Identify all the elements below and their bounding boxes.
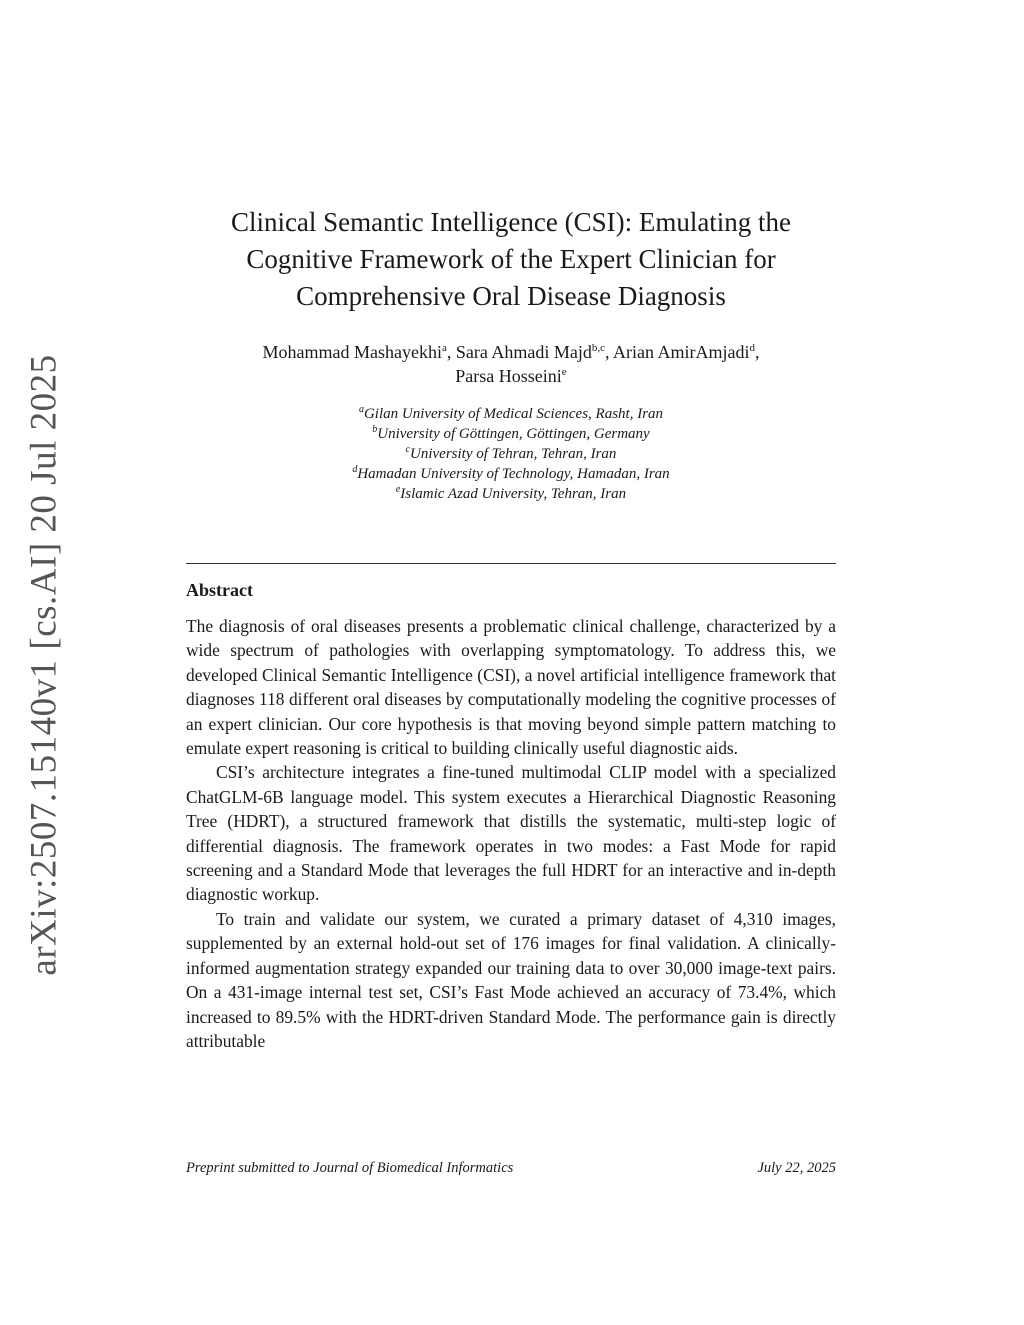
abstract-divider [186, 563, 836, 564]
author-name: Mohammad Mashayekhi [262, 342, 442, 362]
affiliation [186, 404, 836, 424]
author-name: Sara Ahmadi Majd [455, 342, 592, 362]
abstract-paragraph: To train and validate our system, we curated a primary dataset of 4,310 images, supplemented by an external hold-out set of 176 images for final validation. A clinically-informed augmentation strategy expanded our training data to over 30,000 image-text pairs. On a 431-image internal test set, CSI’s Fast Mode achieved an accuracy of 73.4%, which increased to 89.5% with the HDRT-driven Standard Mode. The performance gain is directly attributable [186, 908, 836, 1051]
paper-title: Clinical Semantic Intelligence (CSI): Emulating the Cognitive Framework of the Expert Clinician for Comprehensive Oral Disease Diagnosis [230, 207, 792, 311]
author-affil-mark: e [561, 366, 567, 378]
author-list: Mohammad Mashayekhi$^a$, Sara Ahmadi Majd$^{b,c}$, Arian AmirAmjadi$^d$, Parsa Hosseini$^e$ [262, 342, 760, 386]
author-affil-mark: a [441, 342, 447, 354]
arxiv-stamp [20, 354, 68, 976]
affiliation-mark: c [405, 444, 411, 455]
affiliation-mark: a [358, 404, 364, 415]
affiliation-text: Islamic Azad University, Tehran, Iran [400, 486, 627, 502]
abstract-paragraph: The diagnosis of oral diseases presents a problematic clinical challenge, characterized by a wide spectrum of pathologies with overlapping symptomatology. To address this, we developed Clinical Semantic Intelligence (CSI), a novel artificial intelligence framework that diagnoses 118 different oral diseases by computationally modeling the cognitive processes of an expert clinician. Our core hypothesis is that moving beyond simple pattern matching to emulate expert reasoning is critical to building clinically useful diagnostic aids. [186, 616, 836, 759]
affiliation [186, 424, 836, 444]
abstract-heading: Abstract [186, 580, 253, 600]
page-footer [186, 1160, 836, 1177]
affiliation [186, 444, 836, 464]
abstract-paragraph: CSI’s architecture integrates a fine-tuned multimodal CLIP model with a specialized ChatGLM-6B language model. This system executes a Hierarchical Diagnostic Reasoning Tree (HDRT), a structured framework that distills the systematic, multi-step logic of differential diagnosis. The framework operates in two modes: a Fast Mode for rapid screening and a Standard Mode that leverages the full HDRT for an interactive and in-depth diagnostic workup. [186, 762, 836, 905]
affiliation [186, 464, 836, 484]
affiliation-mark: d [352, 464, 358, 475]
author-affil-mark: b,c [591, 342, 605, 354]
affiliation-text: University of Göttingen, Göttingen, Germany [377, 426, 650, 442]
affiliation-text: University of Tehran, Tehran, Iran [410, 446, 617, 462]
author-name: Parsa Hosseini [455, 366, 562, 386]
affiliation [186, 484, 836, 504]
affiliation-text: Hamadan University of Technology, Hamadan, Iran [357, 466, 670, 482]
author-affil-mark: d [749, 342, 755, 354]
affiliation-list [186, 404, 836, 504]
footer-date: July 22, 2025 [757, 1160, 836, 1176]
author-name: Arian AmirAmjadi [613, 342, 750, 362]
affiliation-mark: e [395, 484, 401, 495]
arxiv-stamp-text: arXiv:2507.15140v1 [cs.AI] 20 Jul 2025 [23, 354, 65, 976]
abstract-body [186, 614, 836, 1053]
affiliation-mark: b [372, 424, 378, 435]
footer-journal: Preprint submitted to Journal of Biomedical Informatics [186, 1160, 514, 1176]
affiliation-text: Gilan University of Medical Sciences, Rasht, Iran [363, 406, 664, 422]
